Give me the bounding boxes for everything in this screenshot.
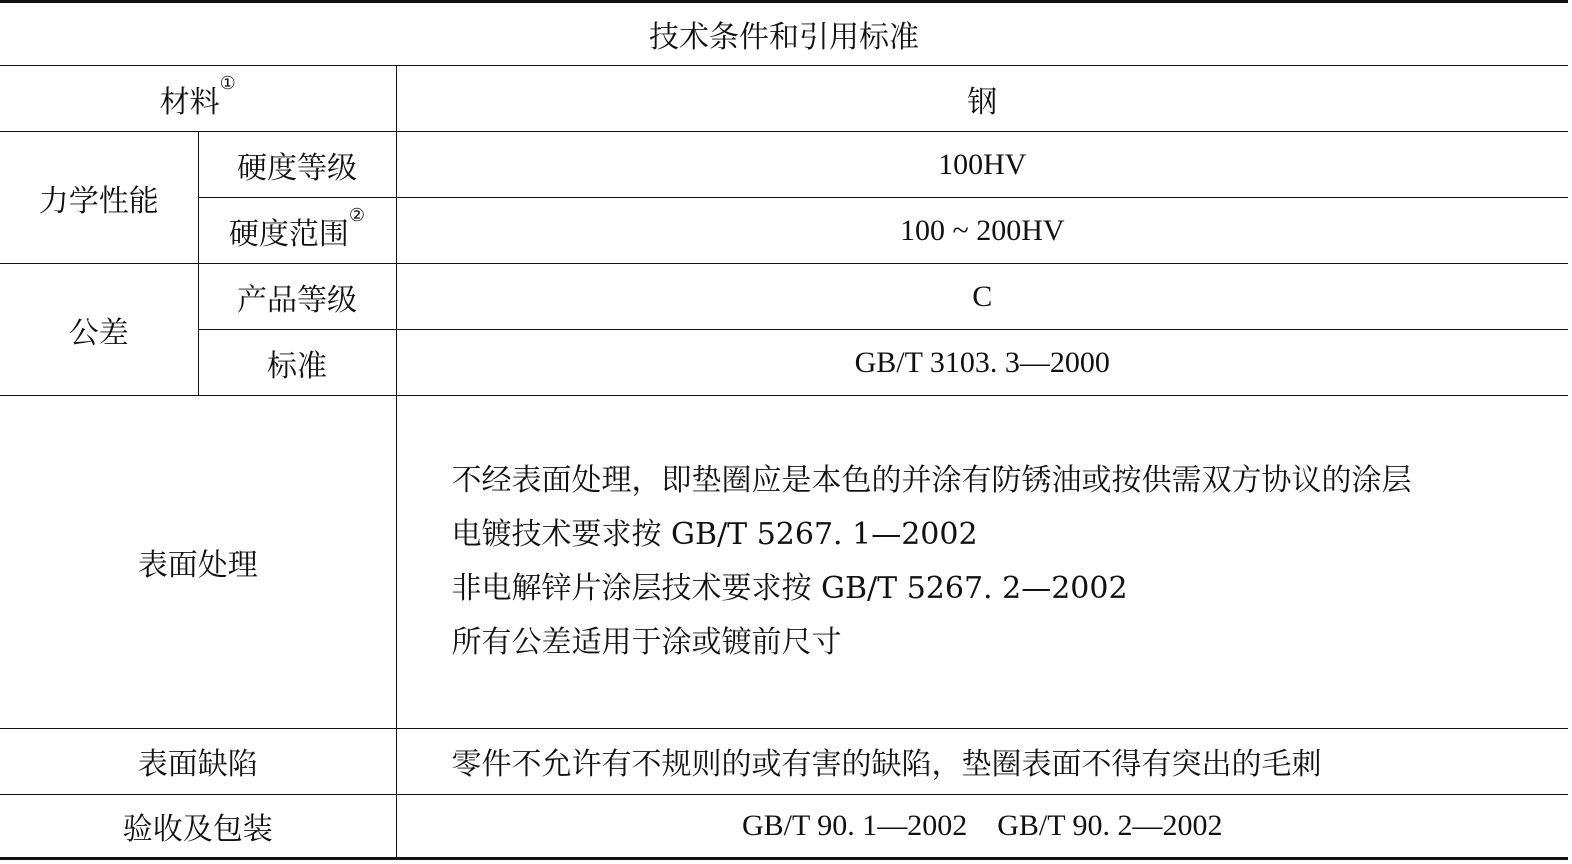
acceptance-value: GB/T 90. 1—2002 GB/T 90. 2—2002: [741, 808, 1223, 842]
material-footnote-mark: ①: [219, 72, 236, 94]
hardness-grade-label: 硬度等级: [198, 132, 396, 198]
surface-treatment-value: [396, 396, 1568, 728]
tolerance-standard-value: GB/T 3103. 3—2000: [396, 330, 1568, 396]
table-row: [0, 330, 1568, 396]
surface-treatment-line: 电镀技术要求按 GB/T 5267. 1—2002: [451, 517, 978, 553]
surface-defects-value: 零件不允许有不规则的或有害的缺陷，垫圈表面不得有突出的毛刺: [396, 728, 1568, 794]
table-row: [0, 132, 1568, 198]
table-title-row: [0, 2, 1568, 66]
hardness-range-value: 100 ~ 200HV: [396, 198, 1568, 264]
table-title: 技术条件和引用标准: [0, 2, 1568, 66]
surface-treatment-label: 表面处理: [0, 396, 396, 728]
table-row: [0, 198, 1568, 264]
table-row: [0, 794, 1568, 858]
acceptance-label: 验收及包装: [0, 794, 396, 858]
hardness-grade-value: 100HV: [396, 132, 1568, 198]
product-grade-value: C: [396, 264, 1568, 330]
material-label: 材料: [159, 84, 220, 120]
mechanical-properties-label: 力学性能: [0, 132, 198, 264]
table-row: [0, 66, 1568, 132]
hardness-range-footnote-mark: ②: [348, 204, 366, 226]
material-label-cell: [0, 66, 396, 132]
hardness-range-label: 硬度范围: [228, 216, 349, 252]
surface-defects-label: 表面缺陷: [0, 728, 396, 794]
surface-treatment-line: 不经表面处理，即垫圈应是本色的并涂有防锈油或按供需双方协议的涂层: [451, 463, 1412, 499]
surface-treatment-line: 所有公差适用于涂或镀前尺寸: [451, 625, 842, 661]
hardness-range-label-cell: [198, 198, 396, 264]
surface-treatment-line: 非电解锌片涂层技术要求按 GB/T 5267. 2—2002: [451, 571, 1128, 607]
product-grade-label: 产品等级: [198, 264, 396, 330]
table-row: [0, 396, 1568, 728]
tolerance-standard-label: 标准: [198, 330, 396, 396]
table-row: [0, 264, 1568, 330]
material-value: 钢: [396, 66, 1568, 132]
tolerance-label: 公差: [0, 264, 198, 396]
table-row: [0, 728, 1568, 794]
